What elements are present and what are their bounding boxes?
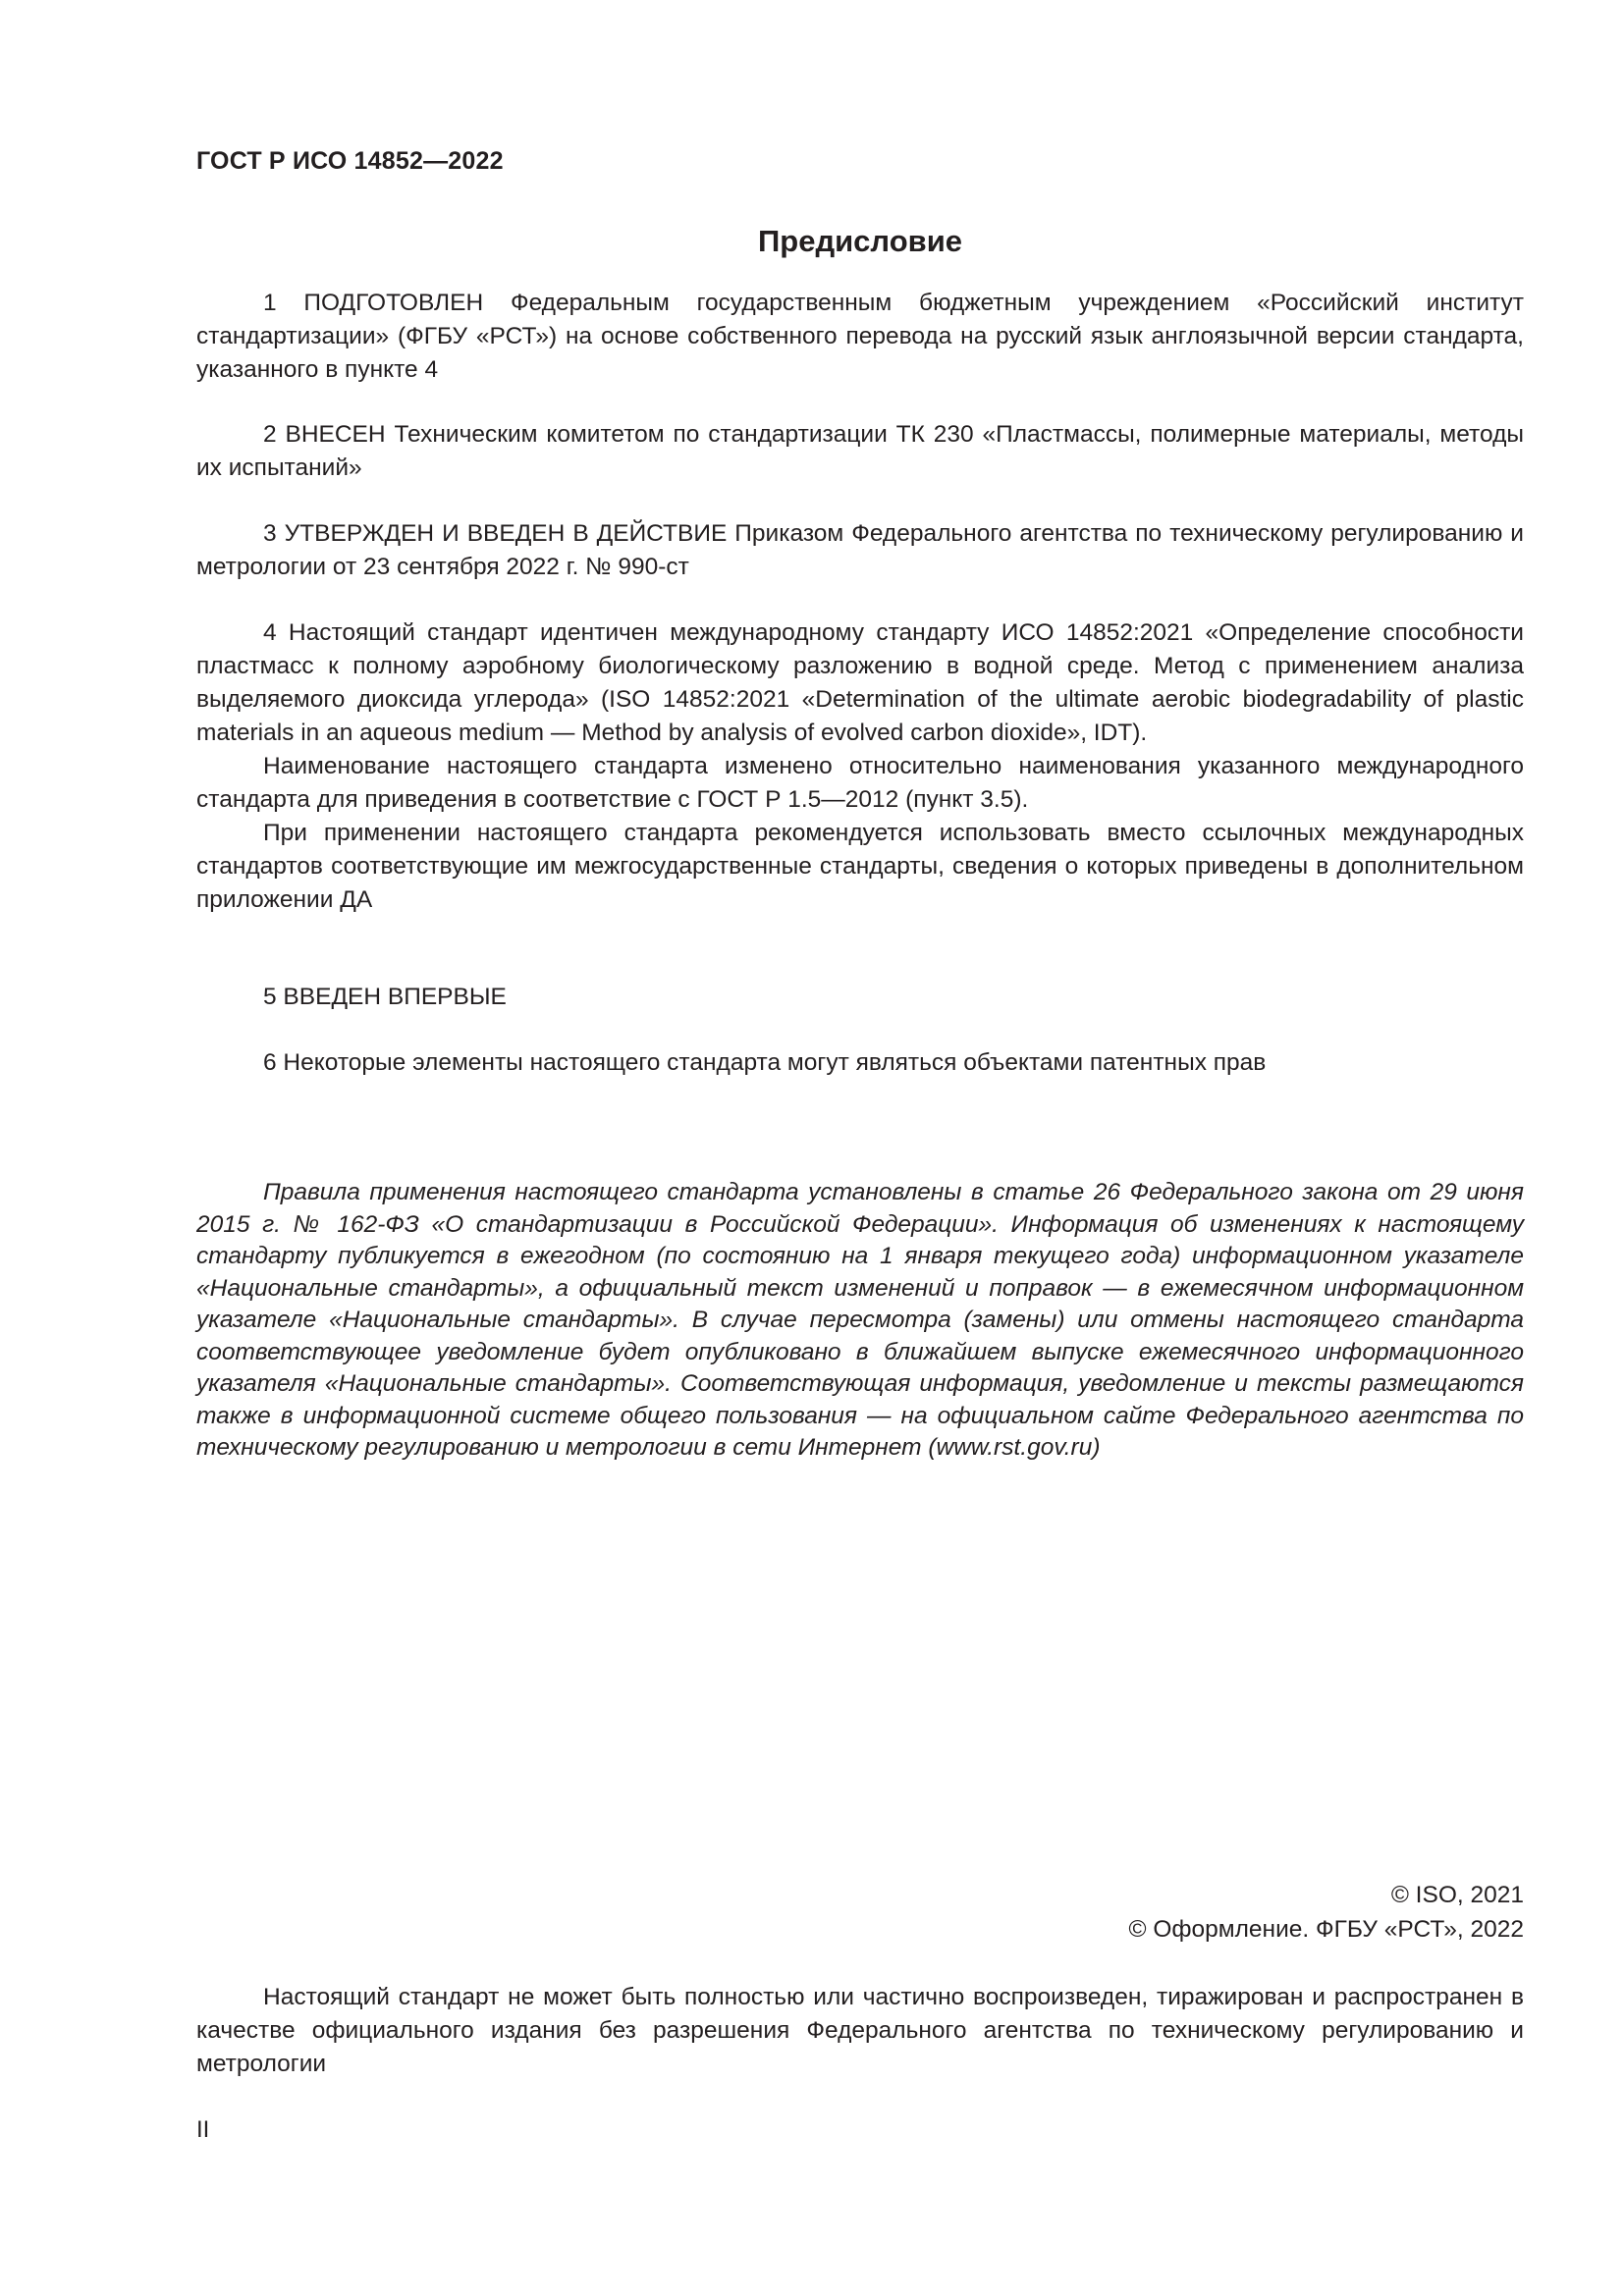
- foreword-item-2: [196, 418, 1524, 485]
- foreword-item-1: [196, 287, 1524, 387]
- foreword-item-6: [196, 1046, 1524, 1080]
- document-page: [196, 0, 1524, 2296]
- reproduction-notice-text: Настоящий стандарт не может быть полностью или частично воспроизведен, тиражирован и распространен в качестве официального издания без разрешения Федерального агентства по техническому регулированию и метрологии: [196, 1984, 1524, 2077]
- page-number: II: [196, 2116, 210, 2143]
- copyright-design: © Оформление. ФГБУ «РСТ», 2022: [1128, 1916, 1524, 1943]
- document-id-header: ГОСТ Р ИСО 14852—2022: [196, 147, 504, 175]
- application-rules-notice-text: Правила применения настоящего стандарта установлены в статье 26 Федерального закона от 29 июня 2015 г. № 162-ФЗ «О стандартизации в Российской Федерации». Информация об изменениях к настоящему стандарту публикуется в ежегодном (по состоянию на 1 января текущего года) информационном указателе «Национальные стандарты», а официальный текст изменений и поправок — в ежемесячном информационном указателе «Национальные стандарты». В случае пересмотра (замены) или отмены настоящего стандарта соответствующее уведомление будет опубликовано в ближайшем выпуске ежемесячного информационного указателя «Национальные стандарты». Соответствующая информация, уведомление и тексты размещаются также в информационной системе общего пользования — на официальном сайте Федерального агентства по техническому регулированию и метрологии в сети Интернет (www.rst.gov.ru): [196, 1179, 1524, 1461]
- foreword-item-3: [196, 517, 1524, 584]
- copyright-iso: © ISO, 2021: [1390, 1882, 1524, 1908]
- foreword-item-4-paragraph-2: Наименование настоящего стандарта изменено относительно наименования указанного международного стандарта для приведения в соответствие с ГОСТ Р 1.5—2012 (пункт 3.5).: [196, 753, 1524, 813]
- foreword-item-2-text: 2 ВНЕСЕН Техническим комитетом по стандартизации ТК 230 «Пластмассы, полимерные материалы, методы их испытаний»: [196, 421, 1524, 481]
- foreword-item-3-text: 3 УТВЕРЖДЕН И ВВЕДЕН В ДЕЙСТВИЕ Приказом Федерального агентства по техническому регулированию и метрологии от 23 сентября 2022 г. № 990-ст: [196, 520, 1524, 580]
- foreword-item-6-text: 6 Некоторые элементы настоящего стандарта могут являться объектами патентных прав: [263, 1049, 1267, 1076]
- foreword-item-1-text: 1 ПОДГОТОВЛЕН Федеральным государственным бюджетным учреждением «Российский институт стандартизации» (ФГБУ «РСТ») на основе собственного перевода на русский язык англоязычной версии стандарта, указанного в пункте 4: [196, 290, 1524, 383]
- foreword-item-4-text: 4 Настоящий стандарт идентичен международному стандарту ИСО 14852:2021 «Определение способности пластмасс к полному аэробному биологическому разложению в водной среде. Метод с применением анализа выделяемого диоксида углерода» (ISO 14852:2021 «Determination of the ultimate aerobic biodegradability of plastic materials in an aqueous medium — Method by analysis of evolved carbon dioxide», IDT).: [196, 619, 1524, 746]
- copyright-block: [1128, 1878, 1524, 1947]
- section-title: Предисловие: [757, 224, 962, 258]
- foreword-item-5: [196, 981, 1524, 1014]
- foreword-item-4-paragraph-3: При применении настоящего стандарта рекомендуется использовать вместо ссылочных международных стандартов соответствующие им межгосударственные стандарты, сведения о которых приведены в дополнительном приложении ДА: [196, 820, 1524, 913]
- foreword-item-4: [196, 616, 1524, 917]
- reproduction-notice: [196, 1981, 1524, 2081]
- foreword-item-5-text: 5 ВВЕДЕН ВПЕРВЫЕ: [263, 984, 507, 1010]
- application-rules-notice: [196, 1177, 1524, 1465]
